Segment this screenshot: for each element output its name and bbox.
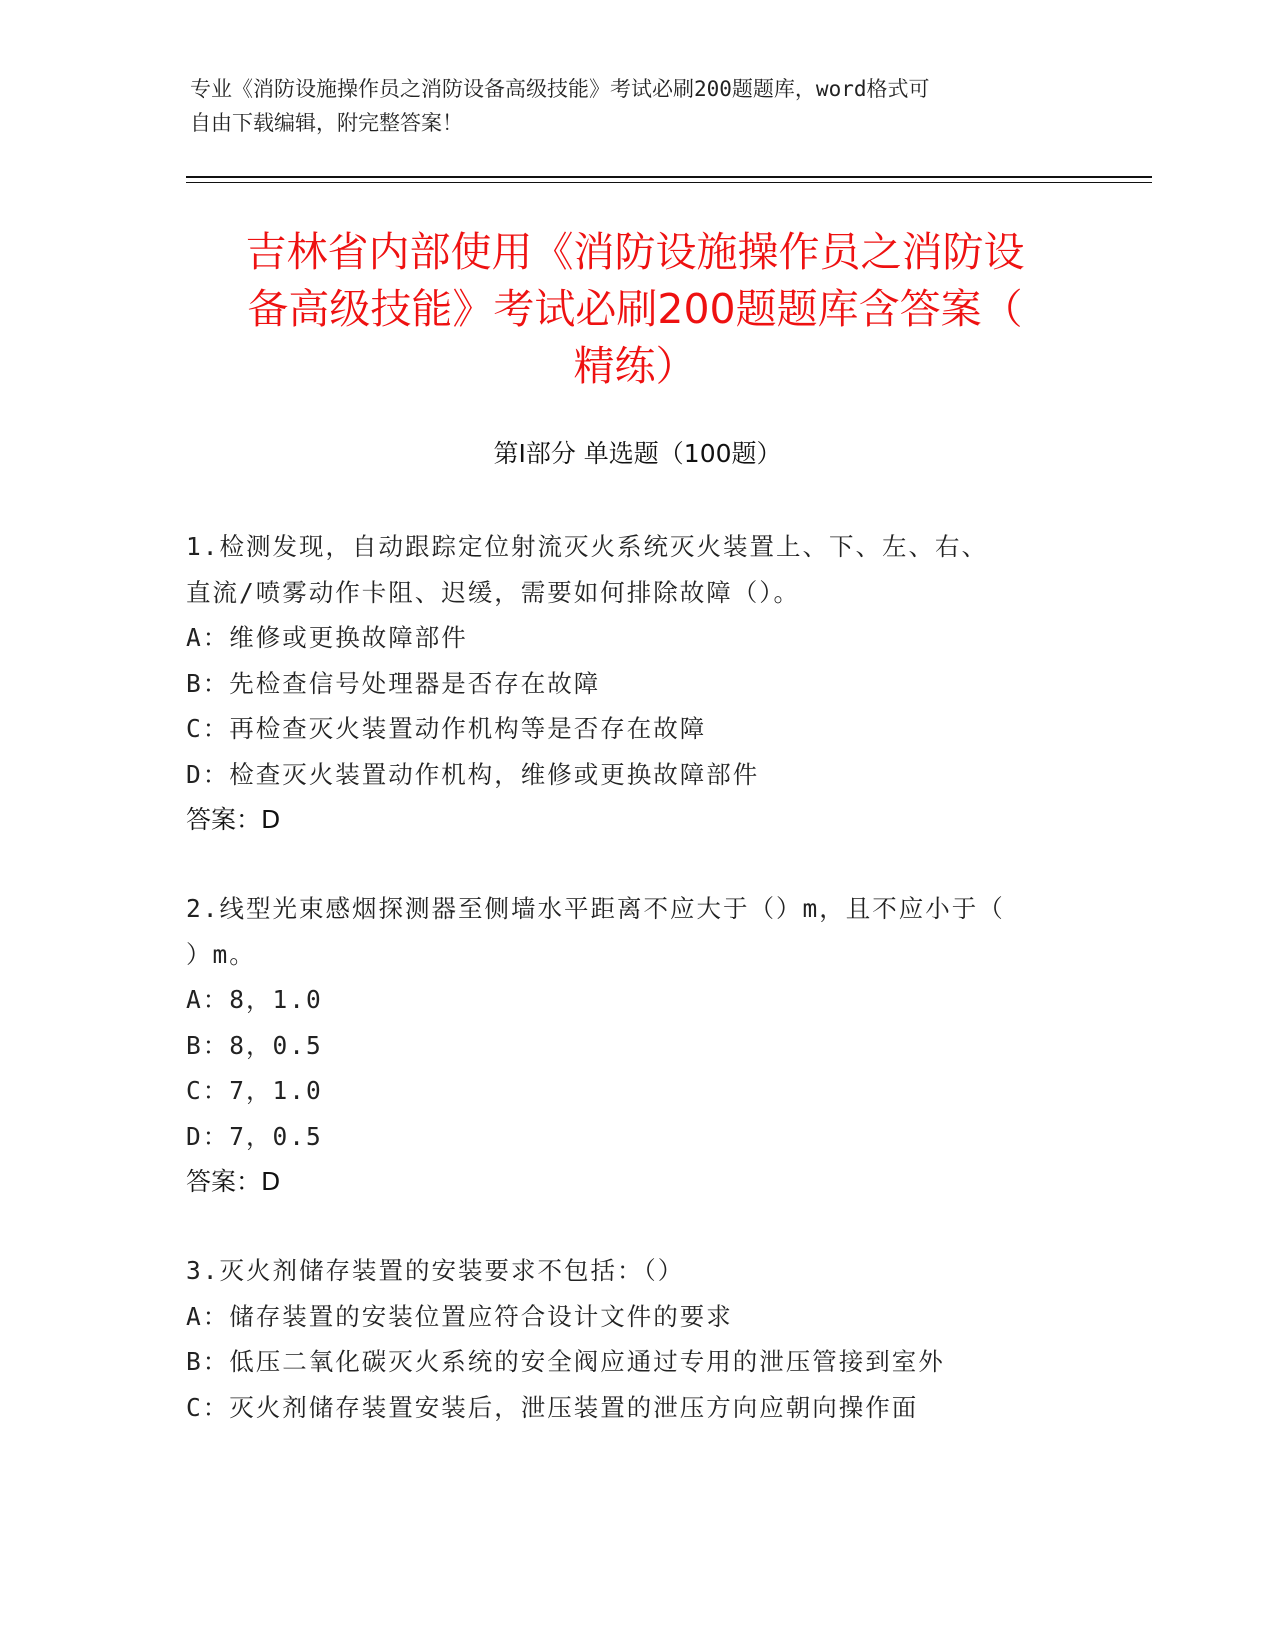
header-note-line1: 专业《消防设施操作员之消防设备高级技能》考试必刷200题题库，word格式可 [190,77,930,101]
question-2-option-d: D：7，0.5 [186,1121,323,1151]
question-3-stem-line1: 3.灭火剂储存装置的安装要求不包括：（） [186,1256,685,1285]
question-3-option-a: A：储存装置的安装位置应符合设计文件的要求 [186,1301,733,1331]
document-title-line2: 备高级技能》考试必刷200题题库含答案（ [247,285,1023,333]
question-1 [186,524,1076,843]
question-1-answer: 答案：D [186,805,281,834]
question-1-stem-line1: 1.检测发现，自动跟踪定位射流灭火系统灭火装置上、下、左、右、 [186,532,988,561]
question-1-option-c: C：再检查灭火装置动作机构等是否存在故障 [186,714,707,743]
header-divider-thick [186,176,1152,178]
header-note [190,72,1070,140]
question-1-stem-line2: 直流/喷雾动作卡阻、迟缓，需要如何排除故障（）。 [186,577,800,607]
question-2-stem-line1: 2.线型光束感烟探测器至侧墙水平距离不应大于（）m，且不应小于（ [186,894,1005,923]
question-3 [186,1248,1076,1430]
document-title-line3: 精练） [573,342,697,390]
document-title-line1: 吉林省内部使用《消防设施操作员之消防设 [245,228,1025,276]
document-title [180,224,1090,395]
question-2-option-b: B：8，0.5 [186,1030,323,1060]
header-divider-thin [186,182,1152,183]
question-2-answer: 答案：D [186,1167,281,1196]
question-2-stem-line2: ）m。 [186,939,256,969]
question-3-option-b: B：低压二氧化碳灭火系统的安全阀应通过专用的泄压管接到室外 [186,1347,945,1376]
section-heading: 第Ⅰ部分 单选题（100题） [493,439,782,468]
question-1-option-a: A：维修或更换故障部件 [186,623,468,652]
question-2 [186,886,1076,1205]
question-3-option-c: C：灭火剂储存装置安装后，泄压装置的泄压方向应朝向操作面 [186,1392,919,1422]
question-1-option-b: B：先检查信号处理器是否存在故障 [186,668,601,698]
header-note-line2: 自由下载编辑，附完整答案！ [190,111,463,135]
question-1-option-d: D：检查灭火装置动作机构，维修或更换故障部件 [186,759,760,789]
question-2-option-c: C：7，1.0 [186,1076,323,1105]
question-2-option-a: A：8，1.0 [186,985,323,1014]
